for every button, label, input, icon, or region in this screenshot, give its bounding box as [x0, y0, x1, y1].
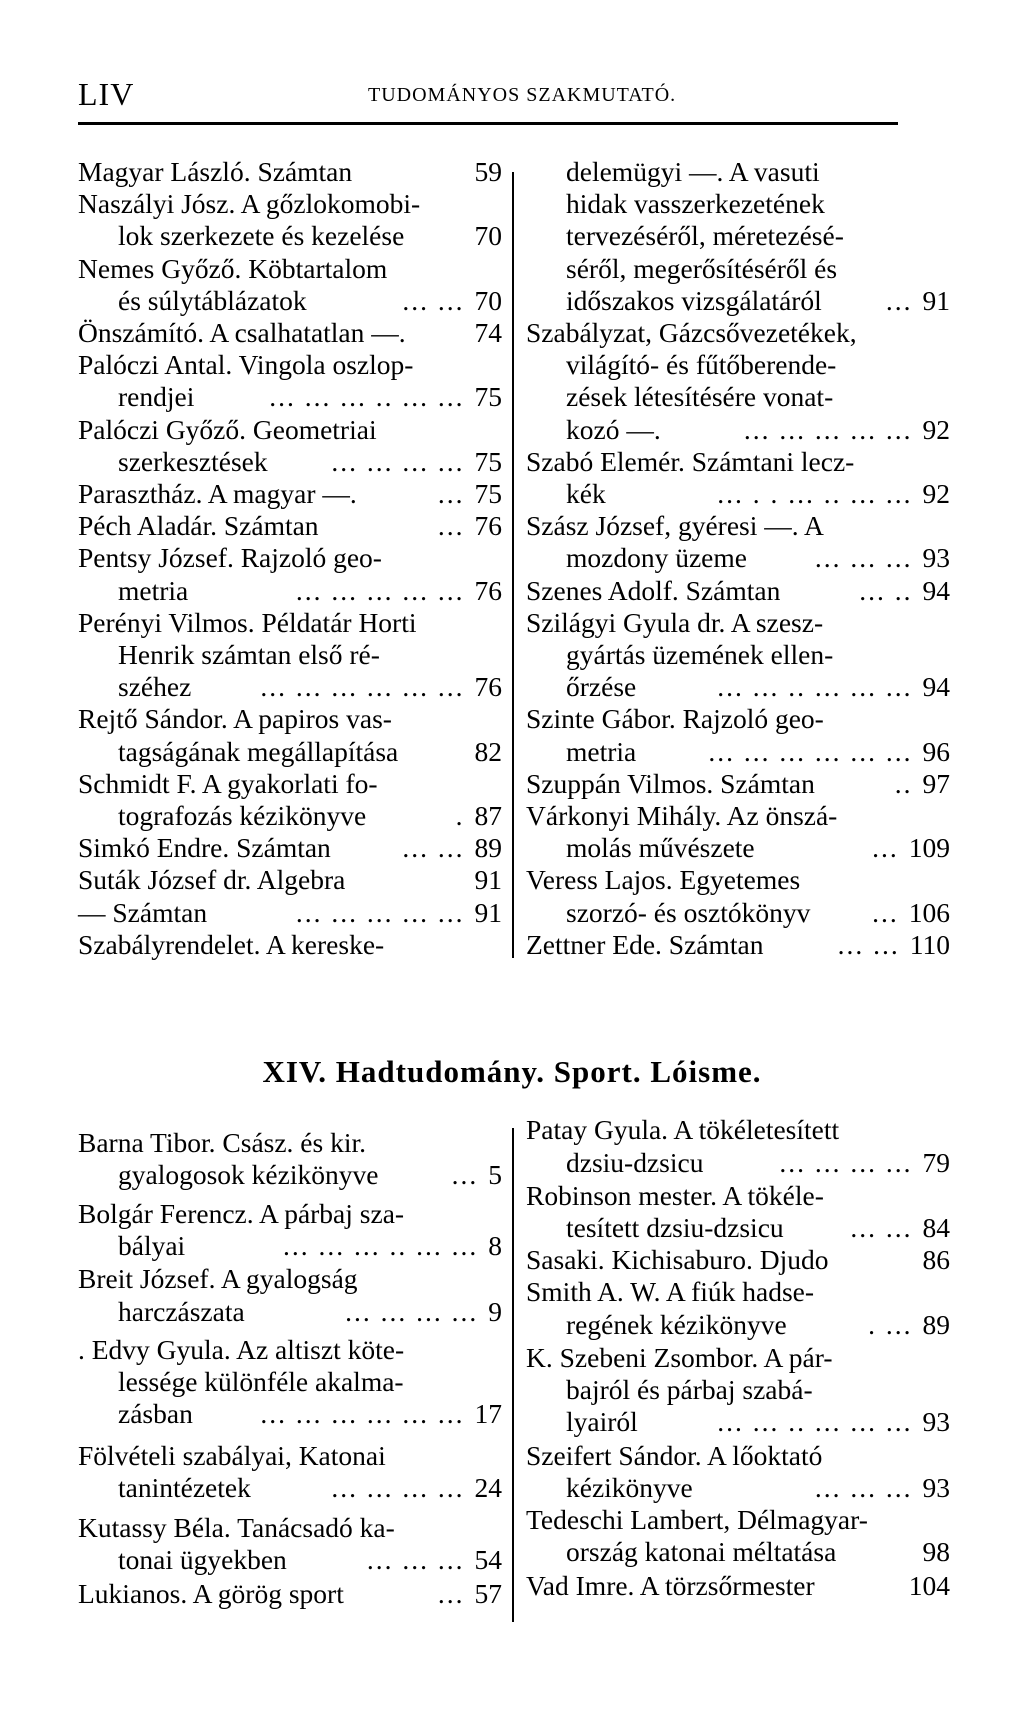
- dot-leader: ... ... ... ...: [779, 1147, 913, 1178]
- entry-text: kék: [566, 478, 606, 509]
- entry-text: szorzó- és osztókönyv: [566, 897, 811, 928]
- index-entry-line: [78, 703, 502, 735]
- index-entry-line: [526, 510, 950, 542]
- index-entry-line: [526, 1570, 950, 1602]
- dot-leader: ... ... ...: [366, 1544, 465, 1575]
- index-entry-line: [566, 381, 950, 413]
- entry-text: Vad Imre. A törzsőrmester: [526, 1570, 815, 1601]
- entry-text: Magyar László. Számtan: [78, 156, 353, 187]
- entry-text: gyalogosok kézikönyve: [118, 1159, 379, 1190]
- entry-text: delemügyi —. A vasuti: [566, 156, 820, 187]
- page-ref-number: 24: [474, 1472, 502, 1503]
- page-ref-number: 92: [922, 478, 950, 509]
- page-ref-number: 94: [922, 575, 950, 606]
- page-ref-number: 98: [922, 1536, 950, 1567]
- dot-leader: ...: [437, 478, 465, 509]
- page-ref-number: 9: [488, 1296, 502, 1327]
- page-ref-number: 89: [474, 832, 502, 863]
- entry-text: tanintézetek: [118, 1472, 251, 1503]
- page-ref-number: 92: [922, 414, 950, 445]
- dot-leader: ... ...: [850, 1212, 913, 1243]
- index-entry-line: [566, 349, 950, 381]
- entry-text: tesített dzsiu-dzsicu: [566, 1212, 784, 1243]
- index-entry-line: [526, 317, 950, 349]
- entry-text: Szász József, gyéresi —. A: [526, 510, 824, 541]
- dot-leader: ... ... ... ... ... ...: [708, 736, 913, 767]
- index-entry-line: [78, 510, 502, 542]
- page-header: [78, 76, 898, 116]
- dot-leader: ...: [872, 897, 899, 928]
- entry-text: Veress Lajos. Egyetemes: [526, 864, 801, 895]
- index-entry-line: [118, 220, 502, 252]
- page-ref-number: 94: [922, 671, 950, 702]
- page-ref-number: 75: [474, 446, 502, 477]
- index-entry-line: [566, 1147, 950, 1179]
- entry-text: Sasaki. Kichisaburo. Djudo: [526, 1244, 829, 1275]
- index-entry-line: [526, 864, 950, 896]
- entry-text: Kutassy Béla. Tanácsadó ka-: [78, 1512, 395, 1543]
- dot-leader: ... ... ... ...: [345, 1296, 479, 1327]
- dot-leader: ... ... ... .. ... ...: [269, 381, 465, 412]
- page-ref-number: 91: [922, 285, 950, 316]
- entry-text: Szilágyi Gyula dr. A szesz-: [526, 607, 824, 638]
- dot-leader: ... ... ... ...: [331, 1472, 465, 1503]
- index-entry-line: [566, 1374, 950, 1406]
- page-ref-number: 93: [922, 1406, 950, 1437]
- dot-leader: ... ... ... ... ...: [295, 575, 465, 606]
- page-ref-number: 82: [474, 736, 502, 767]
- index-entry-line: [566, 736, 950, 768]
- index-entry-line: [118, 800, 502, 832]
- index-entry-line: [118, 1472, 502, 1504]
- dot-leader: ...: [872, 832, 899, 863]
- index-entry-line: [78, 349, 502, 381]
- index-entry-line: [526, 1276, 950, 1308]
- page-ref-number: 76: [474, 575, 502, 606]
- entry-text: regének kézikönyve: [566, 1309, 787, 1340]
- index-entry-line: [566, 639, 950, 671]
- index-entry-line: [78, 1127, 502, 1159]
- index-entry-line: [78, 1198, 502, 1230]
- page-ref-number: 17: [474, 1398, 502, 1429]
- dot-leader: ...: [885, 285, 913, 316]
- page-ref-number: 70: [474, 285, 502, 316]
- index-entry-line: [78, 1334, 502, 1366]
- index-entry-line: [118, 639, 502, 671]
- page-ref-number: 5: [488, 1159, 502, 1190]
- dot-leader: ...: [437, 510, 465, 541]
- index-entry-line: [118, 575, 502, 607]
- entry-text: Patay Gyula. A tökéletesített: [526, 1114, 840, 1145]
- index-entry-line: [118, 1159, 502, 1191]
- index-entry-line: [566, 414, 950, 446]
- entry-text: Szuppán Vilmos. Számtan: [526, 768, 815, 799]
- page-ref-number: 93: [922, 542, 950, 573]
- entry-text: Szabó Elemér. Számtani lecz-: [526, 446, 855, 477]
- index-entry-line: [78, 1440, 502, 1472]
- index-entry-line: [78, 607, 502, 639]
- page-ref-number: 87: [474, 800, 502, 831]
- entry-text: metria: [118, 575, 189, 606]
- entry-text: Zettner Ede. Számtan: [526, 929, 764, 960]
- entry-text: mozdony üzeme: [566, 542, 747, 573]
- index-entry-line: [78, 1512, 502, 1544]
- dot-leader: ... ..: [859, 575, 913, 606]
- index-entry-line: [566, 188, 950, 220]
- entry-text: bajról és párbaj szabá-: [566, 1374, 813, 1405]
- entry-text: Barna Tibor. Csász. és kir.: [78, 1127, 366, 1158]
- entry-text: Szenes Adolf. Számtan: [526, 575, 781, 606]
- entry-text: Palóczi Győző. Geometriai: [78, 414, 377, 445]
- entry-text: szerkesztések: [118, 446, 268, 477]
- index-entry-line: [78, 542, 502, 574]
- index-entry-line: [566, 897, 950, 929]
- index-entry-line: [566, 156, 950, 188]
- index-entry-line: [78, 864, 502, 896]
- index-entry-line: [566, 542, 950, 574]
- index-entry-line: [566, 1309, 950, 1341]
- index-entry-line: [566, 671, 950, 703]
- dot-leader: ... ... ... ...: [331, 446, 465, 477]
- index-entry-line: [78, 832, 502, 864]
- index-entry-line: [78, 1578, 502, 1610]
- entry-text: kézikönyve: [566, 1472, 693, 1503]
- dot-leader: ..: [894, 768, 913, 799]
- entry-text: Henrik számtan első ré-: [118, 639, 380, 670]
- index-entry-line: [526, 1440, 950, 1472]
- entry-text: Szabályrendelet. A kereske-: [78, 929, 385, 960]
- index-entry-line: [78, 929, 502, 961]
- dot-leader: .: [455, 800, 465, 831]
- entry-text: Robinson mester. A tökéle-: [526, 1180, 824, 1211]
- page-ref-number: 70: [474, 220, 502, 251]
- entry-text: lyairól: [566, 1406, 638, 1437]
- dot-leader: ... . . ... .. ... ...: [717, 478, 913, 509]
- index-entry-line: [118, 1398, 502, 1430]
- page-ref-number: 79: [922, 1147, 950, 1178]
- entry-text: Naszályi Jósz. A gőzlokomobi-: [78, 188, 421, 219]
- page-ref-number: 84: [922, 1212, 950, 1243]
- entry-text: Rejtő Sándor. A papiros vas-: [78, 703, 392, 734]
- page-ref-number: 96: [922, 736, 950, 767]
- page-ref-number: 74: [474, 317, 502, 348]
- index-entry-line: [118, 1544, 502, 1576]
- index-entry-line: [526, 1504, 950, 1536]
- index-entry-line: [526, 929, 950, 961]
- index-entry-line: [78, 414, 502, 446]
- index-entry-line: [526, 800, 950, 832]
- page-ref-number: 54: [474, 1544, 502, 1575]
- entry-text: rendjei: [118, 381, 195, 412]
- index-entry-line: [526, 607, 950, 639]
- index-entry-line: [118, 285, 502, 317]
- entry-text: lessége különféle akalma-: [118, 1366, 404, 1397]
- entry-text: Szeifert Sándor. A lőoktató: [526, 1440, 823, 1471]
- entry-text: Parasztház. A magyar —.: [78, 478, 357, 509]
- dot-leader: . ...: [868, 1309, 913, 1340]
- entry-text: bályai: [118, 1230, 186, 1261]
- entry-text: Tedeschi Lambert, Délmagyar-: [526, 1504, 868, 1535]
- dot-leader: ... ... ... .. ... ...: [283, 1230, 479, 1261]
- dot-leader: ... ... ... ... ... ...: [260, 1398, 465, 1429]
- index-entry-line: [526, 575, 950, 607]
- index-entry-line: [78, 768, 502, 800]
- entry-text: harczászata: [118, 1296, 245, 1327]
- entry-text: Schmidt F. A gyakorlati fo-: [78, 768, 378, 799]
- entry-text: tografozás kézikönyve: [118, 800, 367, 831]
- dot-leader: ...: [451, 1159, 479, 1190]
- index-entry-line: [566, 478, 950, 510]
- page-ref-number: 104: [908, 1570, 950, 1601]
- entry-text: Szinte Gábor. Rajzoló geo-: [526, 703, 824, 734]
- entry-text: őrzése: [566, 671, 637, 702]
- index-entry-line: [118, 1366, 502, 1398]
- index-entry-line: [526, 703, 950, 735]
- dot-leader: ... ... ...: [814, 542, 913, 573]
- entry-text: Nemes Győző. Köbtartalom: [78, 253, 388, 284]
- entry-text: Breit József. A gyalogság: [78, 1263, 358, 1294]
- entry-text: kozó —.: [566, 414, 661, 445]
- index-entry-line: [78, 188, 502, 220]
- page-ref-number: 97: [922, 768, 950, 799]
- page-ref-number: 109: [908, 832, 950, 863]
- page-ref-number: 76: [474, 671, 502, 702]
- page-ref-number: 76: [474, 510, 502, 541]
- dot-leader: ... ...: [402, 285, 465, 316]
- entry-text: hidak vasszerkezetének: [566, 188, 825, 219]
- index-entry-line: [526, 1114, 950, 1146]
- entry-text: Péch Aladár. Számtan: [78, 510, 319, 541]
- index-entry-line: [566, 1212, 950, 1244]
- entry-text: Szabályzat, Gázcsővezetékek,: [526, 317, 857, 348]
- index-entry-line: [78, 156, 502, 188]
- page-ref-number: 86: [922, 1244, 950, 1275]
- dot-leader: ... ... ... ... ... ...: [260, 671, 465, 702]
- index-entry-line: [566, 1536, 950, 1568]
- index-entry-line: [526, 1342, 950, 1374]
- entry-text: séről, megerősítéséről és: [566, 253, 838, 284]
- entry-text: metria: [566, 736, 637, 767]
- dot-leader: ... ... ...: [814, 1472, 913, 1503]
- page-number: LIV: [78, 76, 135, 112]
- entry-text: Fölvételi szabályai, Katonai: [78, 1440, 386, 1471]
- entry-text: Palóczi Antal. Vingola oszlop-: [78, 349, 414, 380]
- index-entry-line: [118, 671, 502, 703]
- index-entry-line: [78, 253, 502, 285]
- dot-leader: ... ... ... ... ...: [743, 414, 913, 445]
- index-entry-line: [526, 1244, 950, 1276]
- entry-text: Simkó Endre. Számtan: [78, 832, 331, 863]
- entry-text: Önszámító. A csalhatatlan —.: [78, 317, 406, 348]
- index-entry-line: [566, 1472, 950, 1504]
- header-rule: [78, 122, 898, 125]
- index-entry-line: [526, 768, 950, 800]
- dot-leader: ... ... ... ... ...: [295, 897, 465, 928]
- index-entry-line: [526, 1180, 950, 1212]
- index-entry-line: [118, 736, 502, 768]
- index-entry-line: [526, 446, 950, 478]
- page-ref-number: 8: [488, 1230, 502, 1261]
- dot-leader: ... ... .. ... ... ...: [717, 1406, 913, 1437]
- index-entry-line: [118, 1230, 502, 1262]
- index-entry-line: [78, 478, 502, 510]
- index-entry-line: [118, 1296, 502, 1328]
- index-entry-line: [566, 832, 950, 864]
- entry-text: tonai ügyekben: [118, 1544, 287, 1575]
- entry-text: Pentsy József. Rajzoló geo-: [78, 542, 382, 573]
- entry-text: időszakos vizsgálatáról: [566, 285, 822, 316]
- entry-text: Suták József dr. Algebra: [78, 864, 346, 895]
- entry-text: zések létesítésére vonat-: [566, 381, 834, 412]
- entry-text: — Számtan: [78, 897, 208, 928]
- dot-leader: ...: [437, 1578, 465, 1609]
- dot-leader: ... ...: [402, 832, 465, 863]
- index-entry-line: [566, 220, 950, 252]
- entry-text: és súlytáblázatok: [118, 285, 307, 316]
- entry-text: Bolgár Ferencz. A párbaj sza-: [78, 1198, 405, 1229]
- page-ref-number: 106: [908, 897, 950, 928]
- index-entry-line: [566, 285, 950, 317]
- entry-text: . Edvy Gyula. Az altiszt köte-: [78, 1334, 405, 1365]
- page-ref-number: 75: [474, 478, 502, 509]
- page-ref-number: 93: [922, 1472, 950, 1503]
- entry-text: Várkonyi Mihály. Az önszá-: [526, 800, 838, 831]
- section-title: XIV. Hadtudomány. Sport. Lóisme.: [262, 1054, 762, 1089]
- entry-text: gyártás üzemének ellen-: [566, 639, 834, 670]
- page-ref-number: 59: [474, 156, 502, 187]
- entry-text: Smith A. W. A fiúk hadse-: [526, 1276, 815, 1307]
- running-title: TUDOMÁNYOS SZAKMUTATÓ.: [368, 84, 677, 106]
- dot-leader: ... ... .. ... ... ...: [717, 671, 913, 702]
- index-entry-line: [78, 897, 502, 929]
- entry-text: ország katonai méltatása: [566, 1536, 837, 1567]
- page-ref-number: 89: [922, 1309, 950, 1340]
- page-ref-number: 91: [474, 864, 502, 895]
- entry-text: zásban: [118, 1398, 193, 1429]
- page-ref-number: 57: [474, 1578, 502, 1609]
- page-ref-number: 91: [474, 897, 502, 928]
- index-entry-line: [118, 381, 502, 413]
- page-ref-number: 75: [474, 381, 502, 412]
- index-entry-line: [566, 253, 950, 285]
- upper-column-divider: [512, 172, 514, 958]
- index-entry-line: [78, 1263, 502, 1295]
- dot-leader: ... ...: [837, 929, 900, 960]
- entry-text: széhez: [118, 671, 192, 702]
- entry-text: molás művészete: [566, 832, 755, 863]
- entry-text: K. Szebeni Zsombor. A pár-: [526, 1342, 833, 1373]
- index-entry-line: [118, 446, 502, 478]
- entry-text: dzsiu-dzsicu: [566, 1147, 704, 1178]
- index-entry-line: [78, 317, 502, 349]
- entry-text: Lukianos. A görög sport: [78, 1578, 344, 1609]
- entry-text: Perényi Vilmos. Példatár Horti: [78, 607, 417, 638]
- entry-text: tervezéséről, méretezésé-: [566, 220, 844, 251]
- index-entry-line: [566, 1406, 950, 1438]
- entry-text: világító- és fűtőberende-: [566, 349, 837, 380]
- entry-text: tagságának megállapítása: [118, 736, 399, 767]
- lower-column-divider: [512, 1128, 514, 1622]
- entry-text: lok szerkezete és kezelése: [118, 220, 405, 251]
- page-ref-number: 110: [909, 929, 950, 960]
